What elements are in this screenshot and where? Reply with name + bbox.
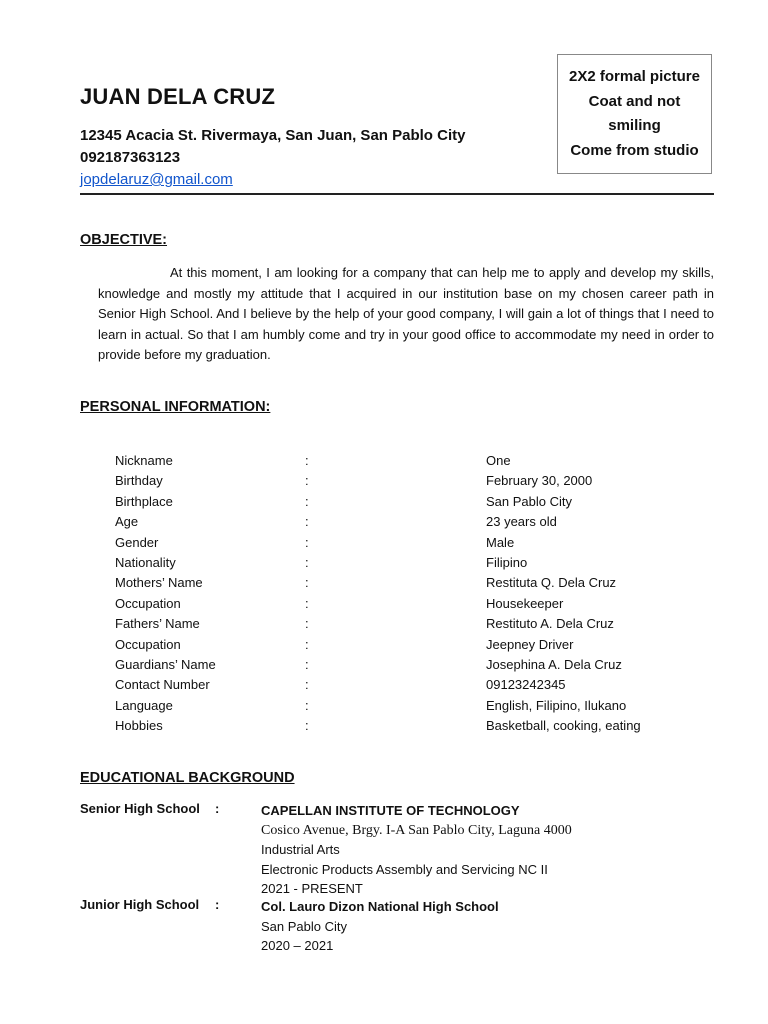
education-level: Junior High School (80, 897, 200, 912)
school-address: San Pablo City (261, 918, 347, 934)
photo-placeholder-box (557, 54, 712, 174)
info-value: 09123242345 (486, 677, 566, 693)
info-row (115, 451, 675, 471)
info-row (115, 471, 675, 491)
info-colon: : (305, 514, 309, 530)
phone-number: 092187363123 (80, 149, 181, 166)
info-colon: : (305, 473, 309, 489)
photo-placeholder-line: smiling (608, 117, 661, 134)
education-details (261, 897, 701, 956)
education-colon: : (215, 801, 220, 816)
info-colon: : (305, 493, 309, 509)
school-years: 2021 - PRESENT (261, 881, 363, 896)
info-row (115, 614, 675, 634)
info-value: February 30, 2000 (486, 473, 593, 489)
info-colon: : (305, 636, 309, 652)
email-link[interactable]: jopdelaruz@gmail.com (80, 171, 233, 188)
info-label: Birthplace (115, 493, 173, 509)
strand: Industrial Arts (261, 842, 340, 857)
info-label: Occupation (115, 636, 181, 652)
info-value: Restituta Q. Dela Cruz (486, 575, 617, 591)
info-row (115, 716, 675, 736)
info-row (115, 675, 675, 695)
info-row (115, 594, 675, 614)
info-label: Hobbies (115, 718, 163, 734)
info-row (115, 553, 675, 573)
info-label: Occupation (115, 595, 181, 611)
education-details (261, 801, 701, 899)
header-divider (80, 193, 714, 195)
info-value: Josephina A. Dela Cruz (486, 656, 622, 672)
info-value: Male (486, 534, 515, 550)
info-row (115, 696, 675, 716)
info-value: Restituto A. Dela Cruz (486, 616, 614, 632)
info-value: San Pablo City (486, 493, 572, 509)
info-label: Age (115, 514, 139, 530)
info-colon: : (305, 718, 309, 734)
info-colon: : (305, 616, 309, 632)
education-heading: EDUCATIONAL BACKGROUND (80, 770, 295, 786)
info-label: Nationality (115, 554, 176, 570)
school-name: CAPELLAN INSTITUTE OF TECHNOLOGY (261, 803, 520, 818)
info-label: Mothers’ Name (115, 575, 203, 591)
info-value: Jeepney Driver (486, 636, 574, 652)
info-value: 23 years old (486, 514, 557, 530)
info-row (115, 512, 675, 532)
applicant-name: JUAN DELA CRUZ (80, 84, 276, 109)
info-label: Birthday (115, 473, 163, 489)
photo-placeholder-line: Come from studio (570, 141, 699, 159)
info-label: Gender (115, 534, 159, 550)
info-row (115, 655, 675, 675)
personal-info-table (115, 451, 675, 736)
info-label: Fathers’ Name (115, 616, 200, 632)
education-level: Senior High School (80, 801, 200, 816)
info-label: Language (115, 697, 173, 713)
school-years: 2020 – 2021 (261, 938, 334, 953)
school-address: Cosico Avenue, Brgy. I-A San Pablo City, Laguna 4000 (261, 822, 572, 838)
info-value: One (486, 453, 511, 468)
info-row (115, 635, 675, 655)
photo-placeholder-line: Coat and not (588, 92, 681, 110)
address: 12345 Acacia St. Rivermaya, San Juan, San Pablo City (80, 127, 466, 144)
info-value: Housekeeper (486, 595, 564, 611)
info-colon: : (305, 697, 309, 713)
info-value: Basketball, cooking, eating (486, 718, 641, 734)
info-row (115, 573, 675, 593)
specialization: Electronic Products Assembly and Servicing NC II (261, 861, 548, 877)
info-colon: : (305, 453, 309, 468)
objective-heading: OBJECTIVE: (80, 232, 168, 248)
info-row (115, 492, 675, 512)
personal-info-heading: PERSONAL INFORMATION: (80, 399, 271, 415)
info-colon: : (305, 677, 309, 693)
info-label: Guardians’ Name (115, 656, 216, 672)
info-colon: : (305, 595, 309, 611)
education-colon: : (215, 897, 220, 912)
info-value: English, Filipino, Ilukano (486, 697, 627, 713)
info-colon: : (305, 554, 309, 570)
info-colon: : (305, 534, 309, 550)
info-row (115, 533, 675, 553)
info-value: Filipino (486, 554, 528, 570)
info-colon: : (305, 656, 309, 672)
objective-paragraph: At this moment, I am looking for a company that can help me to apply and develop my skills, knowledge and mostly my attitude that I acquired in our institution base on my chosen career path in Senior High School. And I believe by the help of your good company, I will gain a lot of things that I need to learn in actual. So that I am humbly come and try in your good office to accommodate my need in order to provide before my graduation. (98, 265, 714, 362)
photo-placeholder-line: 2X2 formal picture (569, 68, 700, 85)
info-label: Contact Number (115, 677, 210, 693)
info-colon: : (305, 575, 309, 591)
info-label: Nickname (115, 453, 173, 468)
school-name: Col. Lauro Dizon National High School (261, 899, 499, 914)
